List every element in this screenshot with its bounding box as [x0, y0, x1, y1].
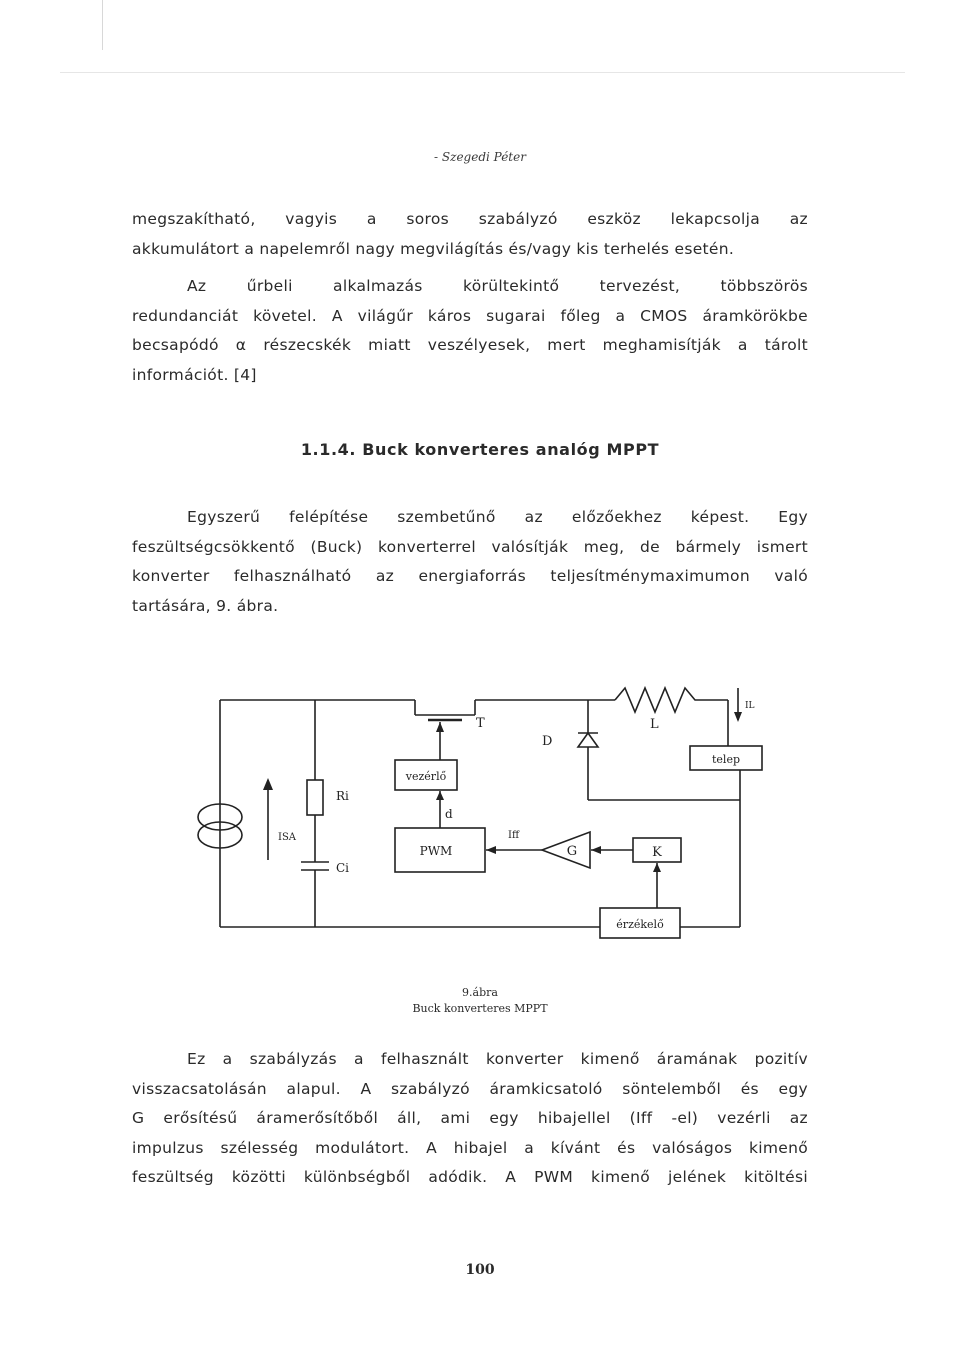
paragraph-line: Egyszerű felépítése szembetűnő az előzőekhez képest. Egy [187, 508, 808, 526]
page-top-rule [60, 72, 905, 73]
paragraph-line: G erősítésű áramerősítőből áll, ami egy hibajellel (Iff -el) vezérli az [132, 1109, 808, 1127]
paragraph-line: visszacsatolásán alapul. A szabályzó áramkicsatoló söntelemből és egy [132, 1079, 808, 1098]
label-load-current: IL [745, 701, 755, 711]
paragraph-1 [132, 205, 808, 264]
arrowhead-icon [653, 863, 661, 872]
caption-number: 9.ábra [462, 986, 498, 999]
label-transistor: T [476, 716, 485, 731]
paragraph-line: megszakítható, vagyis a soros szabályzó eszköz lekapcsolja az [132, 210, 808, 228]
arrowhead-icon [591, 846, 601, 854]
figure-caption [0, 985, 960, 1017]
margin-line [102, 0, 103, 50]
paragraph-line: feszültségcsökkentő (Buck) konverterrel valósítják meg, de bármely ismert [132, 537, 808, 556]
label-driver: vezérlő [405, 770, 447, 783]
paragraph-line: konverter felhasználható az energiaforrás teljesítménymaximumon való [132, 567, 808, 585]
label-capacitor: Ci [336, 861, 350, 875]
paragraph-line: Az űrbeli alkalmazás körültekintő tervezést, többszörös [187, 277, 808, 295]
label-comparator: K [652, 845, 662, 860]
inductor-icon [615, 688, 728, 712]
arrowhead-icon [436, 722, 444, 732]
label-source-current: ISA [278, 832, 297, 843]
label-sensor: érzékelő [616, 918, 664, 931]
resistor-ri-icon [307, 780, 323, 815]
arrowhead-icon [436, 791, 444, 800]
arrowhead-icon [486, 846, 496, 854]
label-amplifier: G [566, 844, 578, 859]
paragraph-line: impulzus szélesség modulátort. A hibajel a kívánt és valóságos kimenő [132, 1138, 808, 1157]
paragraph-line: redundanciát követel. A világűr káros sugarai főleg a CMOS áramkörökbe [132, 306, 808, 325]
paragraph-line: Ez a szabályzás a felhasznált konverter kimenő áramának pozitív [187, 1050, 808, 1068]
label-duty: d [445, 807, 453, 821]
paragraph-3 [132, 503, 808, 621]
paragraph-2 [132, 272, 808, 390]
paragraph-line: tartására, 9. ábra. [132, 596, 279, 615]
circuit-diagram [170, 680, 800, 950]
arrowhead-icon [734, 712, 742, 722]
caption-title: Buck konverteres MPPT [412, 1002, 548, 1015]
paragraph-line: információt. [4] [132, 365, 257, 384]
paragraph-line: becsapódó α részecskék miatt veszélyesek, mert meghamisítják a tárolt [132, 336, 808, 354]
transistor-icon [415, 700, 475, 720]
diode-icon [578, 733, 598, 747]
paragraph-line: feszültség közötti különbségből adódik. A PWM kimenő jelének kitöltési [132, 1168, 808, 1186]
arrowhead-icon [263, 778, 273, 790]
paragraph-line: akkumulátort a napelemről nagy megvilágítás és/vagy kis terhelés esetén. [132, 239, 735, 258]
label-resistor: Ri [336, 789, 349, 803]
label-pwm: PWM [419, 844, 453, 858]
label-inductor: L [650, 717, 659, 732]
label-battery: telep [712, 753, 740, 766]
paragraph-4 [132, 1045, 808, 1193]
section-heading: 1.1.4. Buck konverteres analóg MPPT [300, 440, 660, 459]
page-number: 100 [465, 1262, 495, 1278]
label-diode: D [542, 734, 553, 749]
running-head: - Szegedi Péter [434, 150, 526, 164]
label-error-current: Iff [508, 830, 520, 841]
